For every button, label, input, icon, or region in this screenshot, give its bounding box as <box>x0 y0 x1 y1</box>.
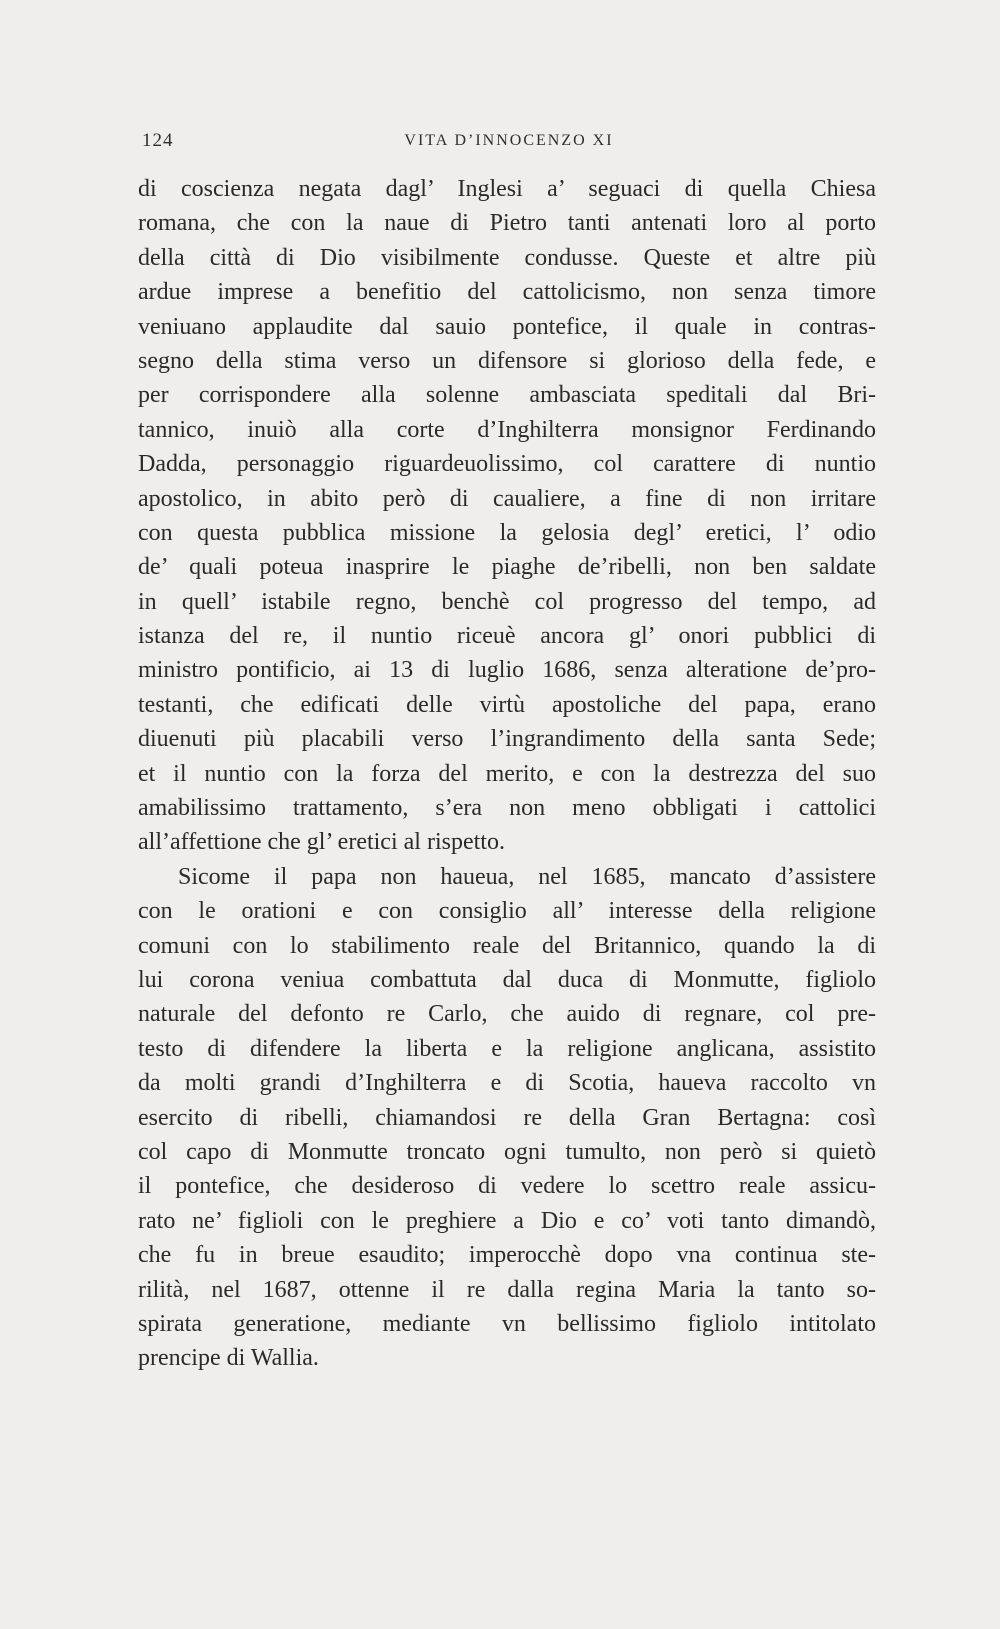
text-line: de’ quali poteua inasprire le piaghe de’ribelli, non ben saldate <box>138 554 876 581</box>
text-line: Sicome il papa non haueua, nel 1685, mancato d’assistere <box>178 863 876 890</box>
text-line: Dadda, personaggio riguardeuolissimo, col carattere di nuntio <box>138 451 876 478</box>
text-line: da molti grandi d’Inghilterra e di Scotia, haueva raccolto vn <box>138 1070 876 1097</box>
text-line: diuenuti più placabili verso l’ingrandimento della santa Sede; <box>138 726 876 753</box>
text-line: il pontefice, che desideroso di vedere lo scettro reale assicu- <box>138 1173 876 1200</box>
running-head <box>142 130 876 160</box>
text-line: in quell’ istabile regno, benchè col progresso del tempo, ad <box>138 588 876 615</box>
text-line: istanza del re, il nuntio riceuè ancora gl’ onori pubblici di <box>138 623 876 650</box>
text-line: apostolico, in abito però di caualiere, a fine di non irritare <box>138 485 876 512</box>
text-line: testanti, che edificati delle virtù apostoliche del papa, erano <box>138 691 876 718</box>
text-line: della città di Dio visibilmente condusse. Queste et altre più <box>138 244 876 271</box>
paragraph <box>138 860 876 1376</box>
text-line: col capo di Monmutte troncato ogni tumulto, non però si quietò <box>138 1138 876 1165</box>
text-line: ministro pontificio, ai 13 di luglio 1686, senza alteratione de’pro- <box>138 657 876 684</box>
page-number: 124 <box>142 130 174 151</box>
text-line: romana, che con la naue di Pietro tanti antenati loro al porto <box>138 210 876 237</box>
text-line: segno della stima verso un difensore si glorioso della fede, e <box>138 347 876 374</box>
running-title: VITA D’INNOCENZO XI <box>404 132 614 149</box>
body-text <box>138 172 876 1376</box>
text-line: per corrispondere alla solenne ambasciata speditali dal Bri- <box>138 382 876 409</box>
text-line: lui corona veniua combattuta dal duca di Monmutte, figliolo <box>138 966 876 993</box>
text-line: con le orationi e con consiglio all’ interesse della religione <box>138 898 876 925</box>
text-line: comuni con lo stabilimento reale del Britannico, quando la di <box>138 932 876 959</box>
text-line: prencipe di Wallia. <box>138 1345 319 1372</box>
text-line: et il nuntio con la forza del merito, e con la destrezza del suo <box>138 760 876 787</box>
text-line: con questa pubblica missione la gelosia degl’ eretici, l’ odio <box>138 519 876 546</box>
text-line: rato ne’ figlioli con le preghiere a Dio e co’ voti tanto dimandò, <box>138 1207 876 1234</box>
paragraph <box>138 172 876 860</box>
text-line: esercito di ribelli, chiamandosi re della Gran Bertagna: così <box>138 1104 876 1131</box>
text-line: ardue imprese a benefitio del cattolicismo, non senza timore <box>138 279 876 306</box>
text-line: veniuano applaudite dal sauio pontefice, il quale in contras- <box>138 313 876 340</box>
text-line: naturale del defonto re Carlo, che auido di regnare, col pre- <box>138 1001 876 1028</box>
text-line: rilità, nel 1687, ottenne il re dalla regina Maria la tanto so- <box>138 1276 876 1303</box>
text-line: amabilissimo trattamento, s’era non meno obbligati i cattolici <box>138 795 876 822</box>
text-line: di coscienza negata dagl’ Inglesi a’ seguaci di quella Chiesa <box>138 176 876 202</box>
text-line: tannico, inuiò alla corte d’Inghilterra monsignor Ferdinando <box>138 416 876 443</box>
text-line: testo di difendere la liberta e la religione anglicana, assistito <box>138 1035 876 1062</box>
text-line: all’affettione che gl’ eretici al rispetto. <box>138 829 505 856</box>
text-line: spirata generatione, mediante vn bellissimo figliolo intitolato <box>138 1310 876 1337</box>
text-line: che fu in breue esaudito; imperocchè dopo vna continua ste- <box>138 1242 876 1269</box>
